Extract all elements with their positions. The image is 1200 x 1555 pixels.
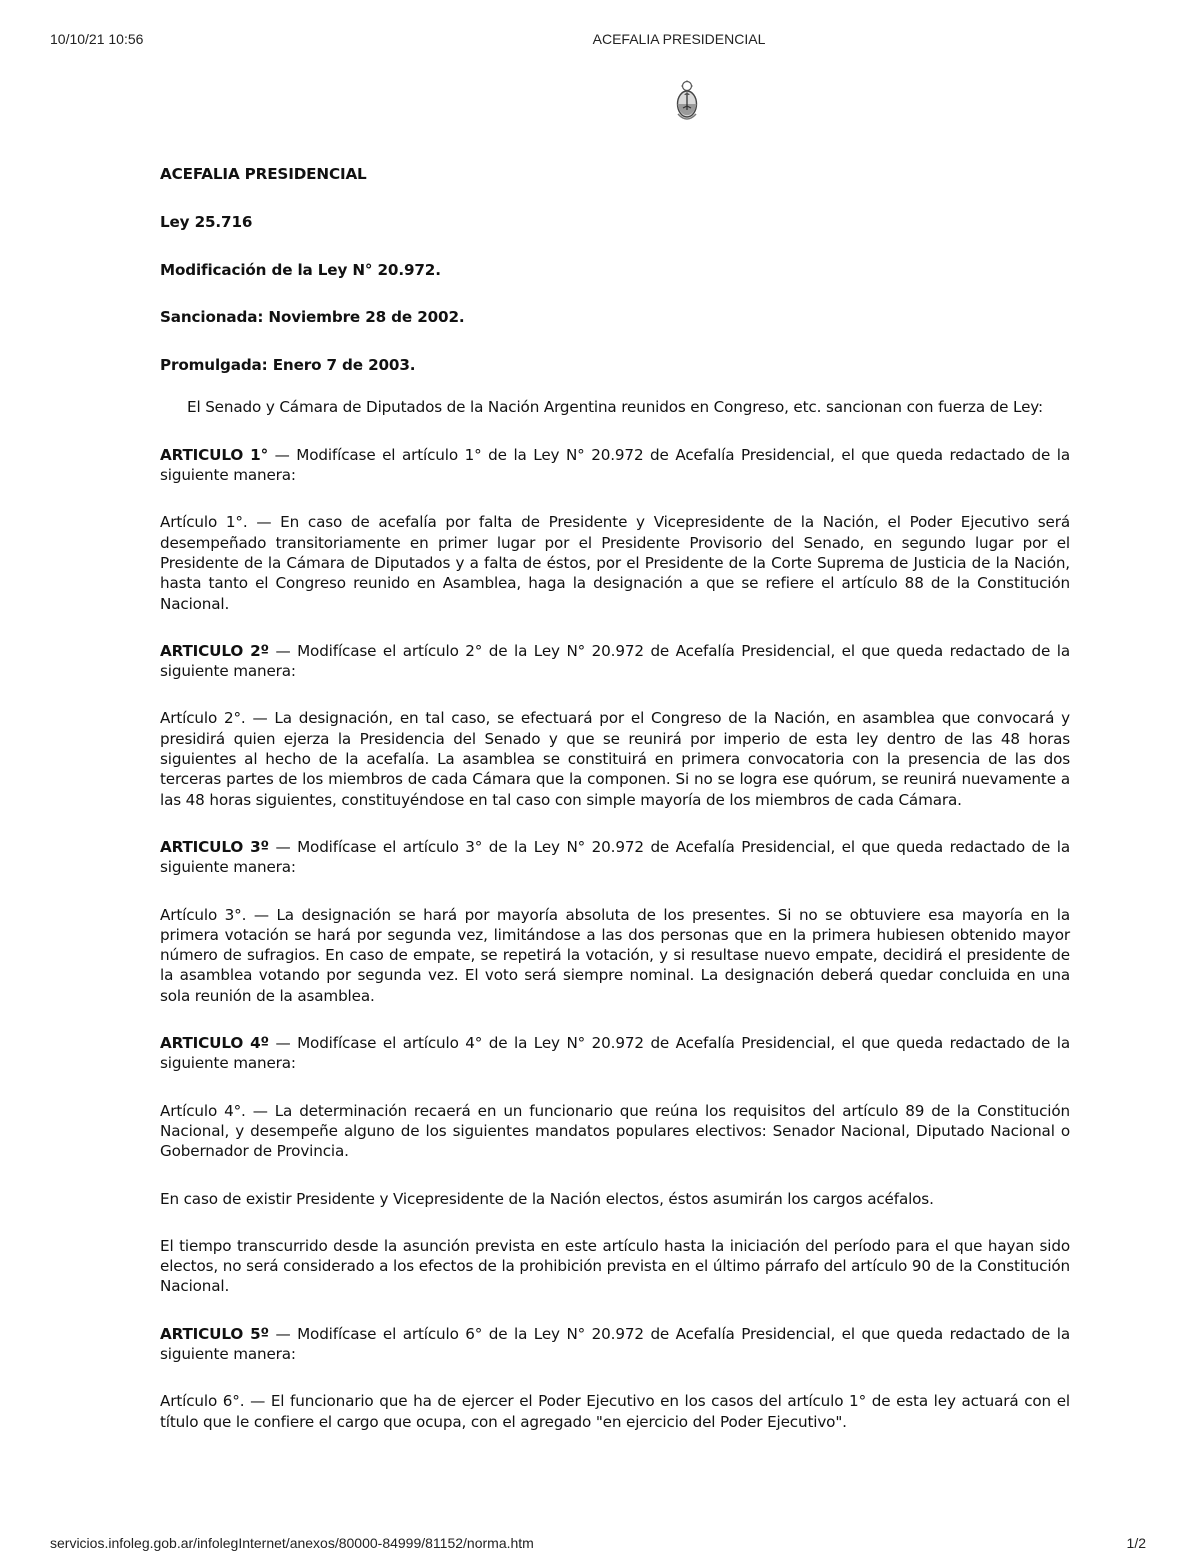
article-intro-text: — Modifícase el artículo 3° de la Ley N° 20.972 de Acefalía Presidencial, el que queda redactado de la siguiente manera:: [160, 837, 1070, 877]
article-4-text: Artículo 4°. — La determinación recaerá en un funcionario que reúna los requisitos del artículo 89 de la Constitución Nacional, y desempeñe alguno de los siguientes mandatos populares electivos: Senador Nacional, Diputado Nacional o Gobernador de Provincia.: [160, 1101, 1070, 1161]
print-header: [0, 31, 1200, 51]
law-document: [160, 164, 1070, 1459]
article-label: ARTICULO 2º: [160, 641, 269, 660]
sanction-date: Sancionada: Noviembre 28 de 2002.: [160, 308, 465, 327]
print-footer: [0, 1535, 1200, 1555]
print-datetime: 10/10/21 10:56: [50, 31, 144, 47]
law-modification: Modificación de la Ley N° 20.972.: [160, 260, 441, 279]
page-number: 1/2: [1126, 1535, 1146, 1551]
article-intro-text: — Modifícase el artículo 6° de la Ley N° 20.972 de Acefalía Presidencial, el que queda redactado de la siguiente manera:: [160, 1324, 1070, 1363]
article-3-intro: [160, 837, 1070, 878]
article-1-text: Artículo 1°. — En caso de acefalía por falta de Presidente y Vicepresidente de la Nación, el Poder Ejecutivo será desempeñado transitoriamente en primer lugar por el Presidente Provisorio del Senado, en segundo lugar por el Presidente de la Cámara de Diputados y a falta de éstos, por el Presidente de la Corte Suprema de Justicia de la Nación, hasta tanto el Congreso reunido en Asamblea, haga la designación a que se refiere el artículo 88 de la Constitución Nacional.: [160, 513, 1070, 613]
preamble: El Senado y Cámara de Diputados de la Nación Argentina reunidos en Congreso, etc. sancionan con fuerza de Ley:: [187, 398, 1043, 417]
print-title: ACEFALIA PRESIDENCIAL: [592, 31, 766, 47]
article-intro-text: — Modifícase el artículo 2° de la Ley N° 20.972 de Acefalía Presidencial, el que queda redactado de la siguiente manera:: [160, 641, 1070, 681]
article-2-intro: [160, 641, 1070, 682]
document-title: ACEFALIA PRESIDENCIAL: [160, 165, 367, 183]
source-url: servicios.infoleg.gob.ar/infolegInternet/anexos/80000-84999/81152/norma.htm: [50, 1535, 534, 1551]
article-label: ARTICULO 4º: [160, 1034, 269, 1053]
article-5-intro: [160, 1324, 1070, 1365]
coat-of-arms-emblem: [672, 80, 702, 124]
article-label: ARTICULO 5º: [160, 1324, 269, 1343]
promulgation-date: Promulgada: Enero 7 de 2003.: [160, 356, 416, 375]
article-4-text-2: En caso de existir Presidente y Vicepresidente de la Nación electos, éstos asumirán los cargos acéfalos.: [160, 1189, 934, 1208]
article-4-text-3: El tiempo transcurrido desde la asunción prevista en este artículo hasta la iniciación del período para el que hayan sido electos, no será considerado a los efectos de la prohibición prevista en el último párrafo del artículo 90 de la Constitución Nacional.: [160, 1236, 1070, 1296]
article-6-text: Artículo 6°. — El funcionario que ha de ejercer el Poder Ejecutivo en los casos del artículo 1° de esta ley actuará con el título que le confiere el cargo que ocupa, con el agregado "en ejercicio del Poder Ejecutivo".: [160, 1392, 1070, 1431]
article-intro-text: — Modifícase el artículo 4° de la Ley N° 20.972 de Acefalía Presidencial, el que queda redactado de la siguiente manera:: [160, 1034, 1070, 1073]
article-intro-text: — Modifícase el artículo 1° de la Ley N° 20.972 de Acefalía Presidencial, el que queda redactado de la siguiente manera:: [160, 445, 1070, 485]
law-number: Ley 25.716: [160, 212, 253, 231]
article-label: ARTICULO 1°: [160, 445, 269, 464]
article-4-intro: [160, 1033, 1070, 1074]
article-3-text: Artículo 3°. — La designación se hará por mayoría absoluta de los presentes. Si no se obtuviere esa mayoría en la primera votación se hará por segunda vez, limitándose a las dos personas que en la primera hubiesen obtenido mayor número de sufragios. En caso de empate, se repetirá la votación, y si resultase nuevo empate, decidirá el presidente de la asamblea votando por segunda vez. El voto será siempre nominal. La designación deberá quedar concluida en una sola reunión de la asamblea.: [160, 905, 1070, 1005]
article-2-text: Artículo 2°. — La designación, en tal caso, se efectuará por el Congreso de la Nación, en asamblea que convocará y presidirá quien ejerza la Presidencia del Senado y que se reunirá por imperio de esta ley dentro de las 48 horas siguientes al hecho de la acefalía. La asamblea se constituirá en primera convocatoria con la presencia de las dos terceras partes de los miembros de cada Cámara que la componen. Si no se logra ese quórum, se reunirá nuevamente a las 48 horas siguientes, constituyéndose en tal caso con simple mayoría de los miembros de cada Cámara.: [160, 709, 1070, 809]
article-1-intro: [160, 445, 1070, 486]
article-label: ARTICULO 3º: [160, 837, 269, 856]
